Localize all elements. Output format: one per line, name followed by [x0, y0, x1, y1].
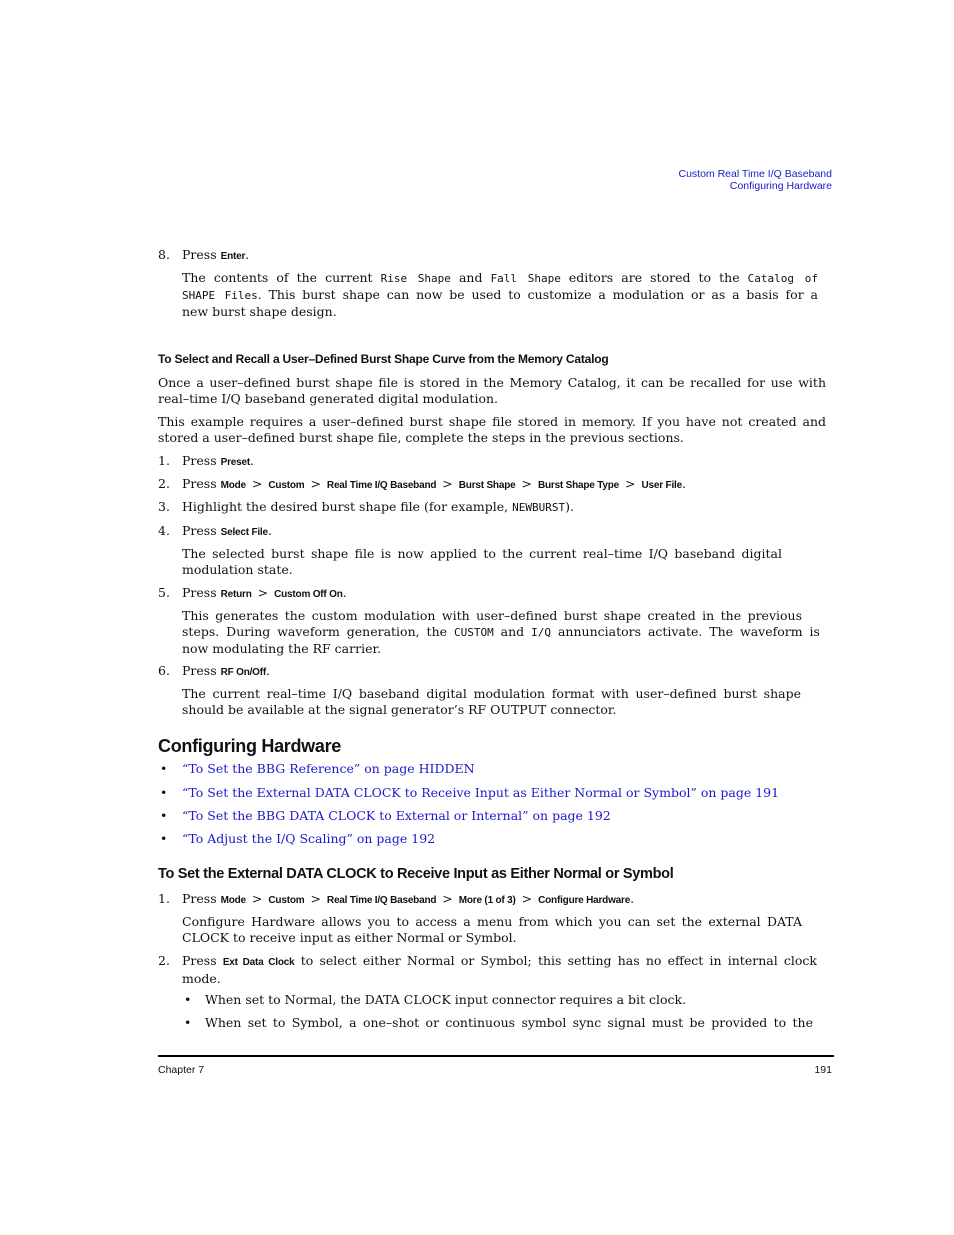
softkey-rf-on-off: RF On/Off [220, 667, 267, 678]
intro-paragraph-1: Once a user–defined burst shape file is stored in the Memory Catalog, it can be recalled for use with real–time I/Q baseband generated digital modulation. [158, 375, 826, 406]
step-number: 6. [158, 663, 170, 678]
running-header [679, 168, 833, 192]
step-number: 4. [158, 523, 170, 538]
footer-page-number: 191 [814, 1064, 832, 1076]
softkey-mode: Mode [220, 480, 246, 491]
step-2-ext-data-clock: Press Ext Data Clock to select either Normal or Symbol; this setting has no effect in internal clock mode. [182, 953, 817, 986]
softkey-custom: Custom [268, 895, 305, 906]
softkey-burst-shape: Burst Shape [458, 480, 516, 491]
softkey-more: More (1 of 3) [458, 895, 516, 906]
softkey-custom: Custom [268, 480, 305, 491]
step-6-rf-on-off: Press RF On/Off. [182, 663, 271, 678]
softkey-ext-data-clock: Ext Data Clock [222, 957, 295, 968]
step-5-paragraph: This generates the custom modulation with user–defined burst shape created in the previous steps. During waveform generation, the CUSTOM and I/Q annunciators activate. The waveform is now modulating the RF carrier. [182, 608, 820, 656]
step-number: 5. [158, 585, 170, 600]
link-set-bbg-reference[interactable]: “To Set the BBG Reference” on page HIDDEN [182, 761, 475, 776]
softkey-enter: Enter [220, 251, 246, 262]
section-heading-recall-burst-shape: To Select and Recall a User–Defined Burst Shape Curve from the Memory Catalog [158, 352, 609, 366]
step-8: Press Enter. [182, 247, 250, 262]
softkey-mode: Mode [220, 895, 246, 906]
step-1-paragraph: Configure Hardware allows you to access a menu from which you can set the external DATA CLOCK to receive input as either Normal or Symbol. [182, 914, 802, 945]
step-4-paragraph: The selected burst shape file is now applied to the current real–time I/Q baseband digital modulation state. [182, 546, 782, 577]
step-number: 2. [158, 953, 170, 968]
softkey-user-file: User File [641, 480, 682, 491]
softkey-burst-shape-type: Burst Shape Type [537, 480, 620, 491]
step-number: 1. [158, 453, 170, 468]
bullet-icon: • [160, 831, 168, 846]
link-iq-scaling[interactable]: “To Adjust the I/Q Scaling” on page 192 [182, 831, 436, 846]
softkey-real-time-iq: Real Time I/Q Baseband [326, 480, 437, 491]
header-chapter-title: Custom Real Time I/Q Baseband [678, 168, 832, 180]
step-6-paragraph: The current real–time I/Q baseband digital modulation format with user–defined burst shape should be available at the signal generator’s RF OUTPUT connector. [182, 686, 801, 717]
step-1-preset: Press Preset. [182, 453, 254, 468]
bullet-icon: • [184, 992, 192, 1007]
softkey-configure-hardware: Configure Hardware [538, 895, 631, 906]
step-8-paragraph: The contents of the current Rise Shape and Fall Shape editors are stored to the Catalog of SHAPE Files. This burst shape can now be used to customize a modulation or as a basis for a new burst shape design. [182, 270, 818, 319]
header-section-title: Configuring Hardware [729, 180, 832, 192]
footer-chapter: Chapter 7 [158, 1064, 205, 1076]
footer-rule [158, 1055, 834, 1057]
step-2-menu-path: Press Mode > Custom > Real Time I/Q Baseband > Burst Shape > Burst Shape Type > User File. [182, 476, 686, 491]
step-number: 1. [158, 891, 170, 906]
softkey-real-time-iq: Real Time I/Q Baseband [326, 895, 437, 906]
link-external-data-clock[interactable]: “To Set the External DATA CLOCK to Receive Input as Either Normal or Symbol” on page 191 [182, 785, 780, 800]
step-number: 8. [158, 247, 170, 262]
section-title-configuring-hardware: Configuring Hardware [158, 736, 342, 756]
softkey-custom-off-on: Custom Off On [274, 589, 343, 600]
softkey-return: Return [220, 589, 252, 600]
softkey-select-file: Select File [220, 527, 268, 538]
link-bbg-data-clock[interactable]: “To Set the BBG DATA CLOCK to External or Internal” on page 192 [182, 808, 611, 823]
section-heading-external-data-clock: To Set the External DATA CLOCK to Receive Input as Either Normal or Symbol [158, 866, 674, 882]
bullet-icon: • [160, 785, 168, 800]
step-number: 2. [158, 476, 170, 491]
step-5-return: Press Return > Custom Off On. [182, 585, 347, 600]
step-1-configure-hardware: Press Mode > Custom > Real Time I/Q Baseband > More (1 of 3) > Configure Hardware. [182, 891, 635, 906]
step-3-highlight: Highlight the desired burst shape file (for example, NEWBURST). [182, 499, 574, 514]
bullet-normal: When set to Normal, the DATA CLOCK input connector requires a bit clock. [205, 992, 687, 1007]
bullet-symbol: When set to Symbol, a one–shot or continuous symbol sync signal must be provided to the [205, 1015, 813, 1030]
step-number: 3. [158, 499, 170, 514]
bullet-icon: • [184, 1015, 192, 1030]
step-4-select-file: Press Select File. [182, 523, 272, 538]
bullet-icon: • [160, 808, 168, 823]
bullet-icon: • [160, 761, 168, 776]
intro-paragraph-2: This example requires a user–defined burst shape file stored in memory. If you have not created and stored a user–defined burst shape file, complete the steps in the previous sections. [158, 414, 826, 445]
softkey-preset: Preset [220, 457, 250, 468]
